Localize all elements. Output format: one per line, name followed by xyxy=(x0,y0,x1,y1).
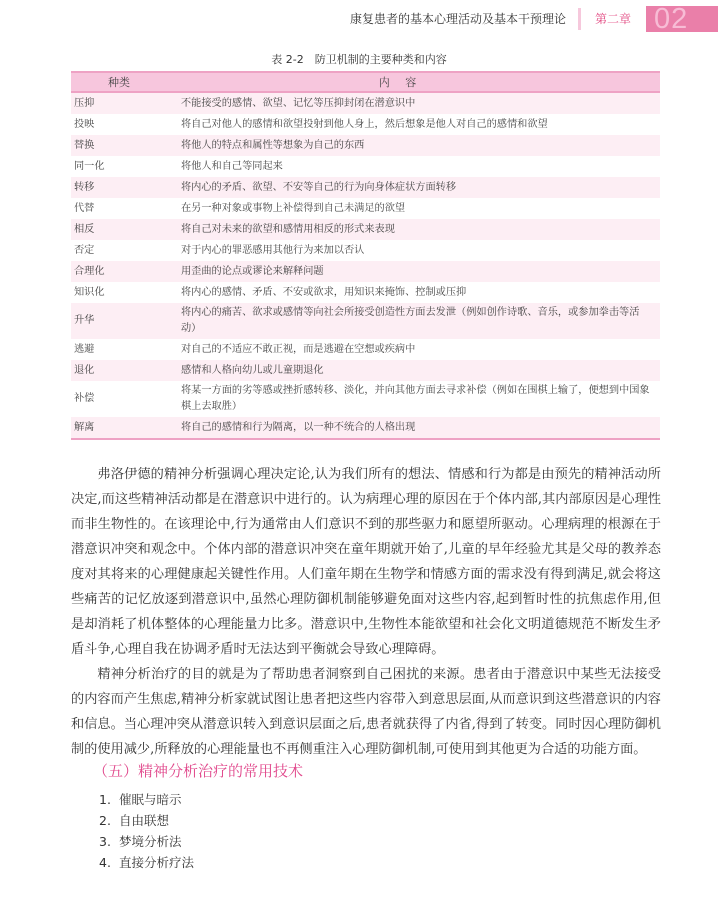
mechanism-type: 逃避 xyxy=(74,343,95,355)
mechanism-content: 感情和人格向幼儿或儿童期退化 xyxy=(181,364,324,376)
mechanism-type: 同一化 xyxy=(74,160,105,172)
mechanism-content: 对自己的不适应不敢正视，而是逃避在空想或疾病中 xyxy=(181,343,416,355)
table-row xyxy=(71,156,660,177)
mechanism-type: 升华 xyxy=(74,315,95,326)
mechanism-content: 将他人和自己等同起来 xyxy=(181,160,283,172)
technique-list xyxy=(99,789,194,873)
mechanism-type: 合理化 xyxy=(74,265,105,277)
table-row xyxy=(71,177,660,198)
table-row xyxy=(71,303,660,339)
list-label: 催眠与暗示 xyxy=(119,792,182,807)
mechanism-content: 在另一种对象或事物上补偿得到自己未满足的欲望 xyxy=(181,202,406,214)
list-item xyxy=(99,831,194,852)
mechanism-type: 相反 xyxy=(74,223,95,235)
table-row xyxy=(71,219,660,240)
mechanism-content: 将自己对未来的欲望和感情用相反的形式来表现 xyxy=(181,223,395,235)
mechanism-type: 投映 xyxy=(74,118,95,130)
table-row xyxy=(71,381,660,417)
header-divider xyxy=(578,8,581,30)
mechanism-type: 替换 xyxy=(74,139,95,151)
list-item xyxy=(99,810,194,831)
chapter-label: 第二章 xyxy=(595,12,632,26)
table-row xyxy=(71,360,660,381)
mechanism-content: 将自己对他人的感情和欲望投射到他人身上，然后想象是他人对自己的感情和欲望 xyxy=(181,118,548,130)
table-row xyxy=(71,240,660,261)
mechanism-content: 用歪曲的论点或谬论来解释问题 xyxy=(181,265,324,277)
list-label: 自由联想 xyxy=(119,813,170,828)
mechanism-type: 转移 xyxy=(74,181,95,193)
mechanism-type: 解离 xyxy=(74,421,95,433)
paragraph: 精神分析治疗的目的就是为了帮助患者洞察到自己困扰的来源。患者由于潜意识中某些无法接受的内容而产生焦虑,精神分析家就试图让患者把这些内容带入到意思层面,从而意识到这些潜意识的内容和信息。当心理冲突从潜意识转入到意识层面之后,患者就获得了内省,得到了转变。同时因心理防御机制的使用减少,所释放的心理能量也不再侧重注入心理防御机制,可使用到其他更为合适的功能方面。 xyxy=(71,667,661,757)
mechanism-content: 对于内心的罪恶感用其他行为来加以否认 xyxy=(181,244,365,256)
table-row xyxy=(71,339,660,360)
mechanism-type: 知识化 xyxy=(74,286,105,298)
table-row xyxy=(71,261,660,282)
list-number: 4. xyxy=(99,855,111,870)
header-content: 内 容 xyxy=(378,76,423,89)
list-number: 3. xyxy=(99,834,111,849)
mechanism-type: 代替 xyxy=(74,202,95,214)
table-row xyxy=(71,417,660,439)
paragraph: 弗洛伊德的精神分析强调心理决定论,认为我们所有的想法、情感和行为都是由预先的精神活动所决定,而这些精神活动都是在潜意识中进行的。认为病理心理的原因在于个体内部,其内部原因是心理性而非生物性的。在该理论中,行为通常由人们意识不到的那些驱力和愿望所驱动。心理病理的根源在于潜意识冲突和观念中。个体内部的潜意识冲突在童年期就开始了,儿童的早年经验尤其是父母的教养态度对其将来的心理健康起关键性作用。人们童年期在生物学和情感方面的需求没有得到满足,就会将这些痛苦的记忆放逐到潜意识中,虽然心理防御机制能够避免面对这些内容,起到暂时性的抗焦虑作用,但是却消耗了机体整体的心理能量力比多。潜意识中,生物性本能欲望和社会化文明道德规范不断发生矛盾斗争,心理自我在协调矛盾时无法达到平衡就会导致心理障碍。 xyxy=(71,467,661,657)
list-item xyxy=(99,789,194,810)
table-row xyxy=(71,282,660,303)
body-text xyxy=(71,462,661,762)
mechanism-type: 否定 xyxy=(74,244,95,256)
mechanism-content: 将他人的特点和属性等想象为自己的东西 xyxy=(181,139,365,151)
mechanism-type: 压抑 xyxy=(74,97,95,109)
mechanism-content: 将内心的感情、矛盾、不安或欲求，用知识来掩饰、控制或压抑 xyxy=(181,286,467,298)
header-type: 种类 xyxy=(108,76,130,89)
mechanism-type: 退化 xyxy=(74,364,95,376)
chapter-number-badge: 02 xyxy=(646,6,718,32)
mechanism-content: 将内心的矛盾、欲望、不安等自己的行为向身体症状方面转移 xyxy=(181,181,457,193)
mechanism-type: 补偿 xyxy=(74,393,95,404)
mechanism-content: 将自己的感情和行为隔离，以一种不统合的人格出现 xyxy=(181,421,416,433)
page-header xyxy=(0,6,718,32)
list-number: 2. xyxy=(99,813,111,828)
table-row xyxy=(71,114,660,135)
mechanism-content: 将某一方面的劣等感或挫折感转移、淡化，并向其他方面去寻求补偿（例如在围棋上输了，便想到中国象棋上去取胜） xyxy=(181,385,650,412)
table-header-row xyxy=(71,72,660,92)
table-row xyxy=(71,198,660,219)
mechanism-content: 不能接受的感情、欲望、记忆等压抑封闭在潜意识中 xyxy=(181,97,416,109)
table-caption: 表 2-2 防卫机制的主要种类和内容 xyxy=(271,53,447,66)
table-row xyxy=(71,92,660,114)
list-number: 1. xyxy=(99,792,111,807)
list-label: 梦境分析法 xyxy=(119,834,182,849)
defense-mechanism-table xyxy=(71,71,660,440)
mechanism-content: 将内心的痛苦、欲求或感情等向社会所接受创造性方面去发泄（例如创作诗歌、音乐，或参加拳击等活动） xyxy=(181,307,640,334)
section-heading: （五）精神分析治疗的常用技术 xyxy=(93,762,304,780)
list-item xyxy=(99,852,194,873)
table-row xyxy=(71,135,660,156)
list-label: 直接分析疗法 xyxy=(119,855,195,870)
book-title: 康复患者的基本心理活动及基本干预理论 xyxy=(349,12,566,26)
